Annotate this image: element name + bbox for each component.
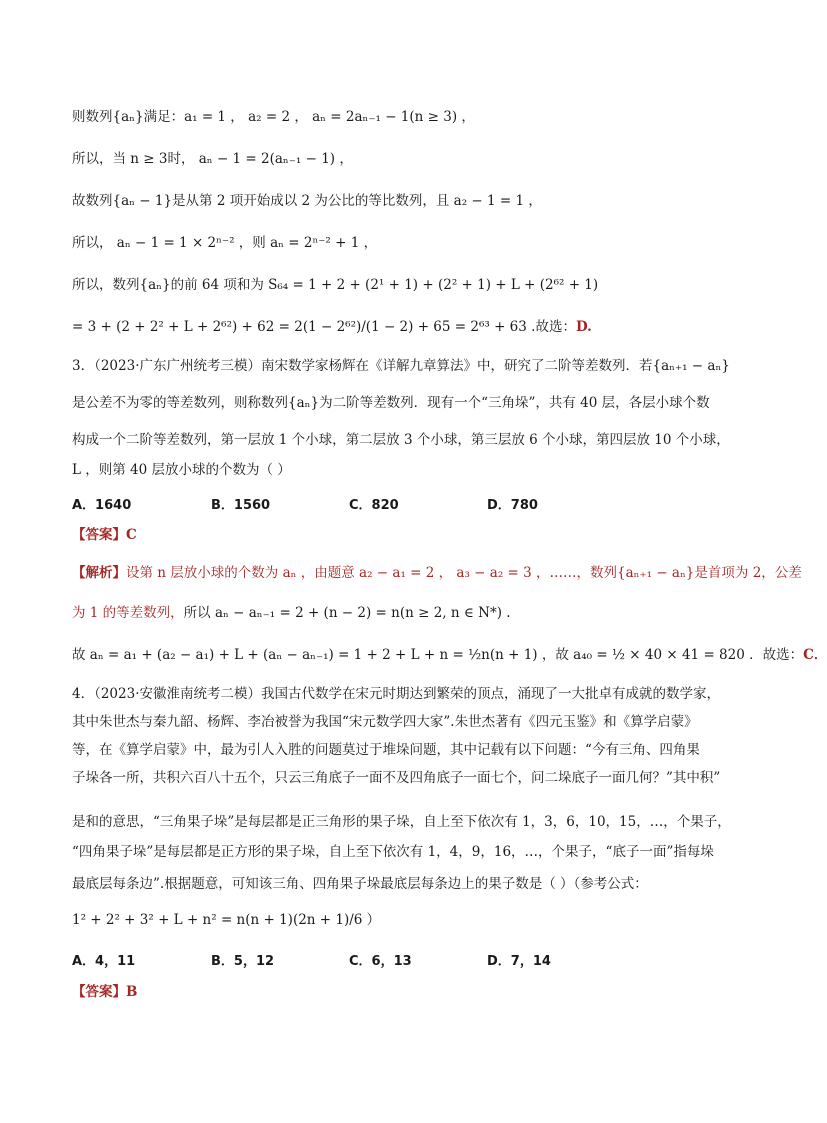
q3-analysis-text-1: 设第 n 层放小球的个数为 aₙ ，由题意 a₂ − a₁ = 2 ， a₃ − a₂ = 3 ，……，数列{aₙ₊₁ − aₙ}是首项为 2，公差 bbox=[126, 565, 802, 581]
q3-analysis-choice: C． bbox=[803, 647, 827, 663]
q3-analysis-text-3: 故 aₙ = a₁ + (a₂ − a₁) + L + (aₙ − aₙ₋₁) = 1 + 2 + L + n = ½n(n + 1) ，故 a₄₀ = ½ × 40 × 41 = 820 ．故选： bbox=[72, 647, 804, 663]
q4-stem-line-4: 子垛各一所，共积六百八十五个，只云三角底子一面不及四角底子一面七个，问二垛底子一面几何？”其中积” bbox=[72, 770, 721, 786]
q4-answer-value: B bbox=[126, 984, 138, 1000]
solution-line-4: 所以， aₙ − 1 = 1 × 2ⁿ⁻² ，则 aₙ = 2ⁿ⁻² + 1 ， bbox=[72, 235, 378, 251]
q3-stem-line-4: L ，则第 40 层放小球的个数为（ ） bbox=[72, 462, 291, 478]
q3-analysis-text-2: 所以 aₙ − aₙ₋₁ = 2 + (n − 2) = n(n ≥ 2, n ∈ N*) . bbox=[183, 605, 511, 621]
q3-answer-value: C bbox=[126, 527, 137, 543]
q3-answer-label: 【答案】 bbox=[72, 527, 126, 543]
solution-choice: D. bbox=[575, 319, 592, 335]
q4-stem-line-3: 等，在《算学启蒙》中，最为引人入胜的问题莫过于堆垛问题，其中记载有以下问题：“今有三角、四角果 bbox=[72, 742, 700, 758]
q4-answer bbox=[72, 982, 728, 1002]
q3-option-c: C．820 bbox=[349, 498, 399, 513]
q4-stem-line-2: 其中朱世杰与秦九韶、杨辉、李冶被誉为我国“宋元数学四大家”.朱世杰著有《四元玉鉴》和《算学启蒙》 bbox=[72, 714, 698, 730]
q3-stem-line-2: 是公差不为零的等差数列，则称数列{aₙ}为二阶等差数列．现有一个“三角垛”，共有 40 层，各层小球个数 bbox=[72, 395, 710, 411]
q4-stem-line-6: “四角果子垛”是每层都是正方形的果子垛，自上至下依次有 1，4，9，16，…，个果子，“底子一面”指每垛 bbox=[72, 844, 714, 860]
q3-answer bbox=[72, 525, 728, 545]
q4-stem-line-5: 是和的意思，“三角果子垛”是每层都是正三角形的果子垛，自上至下依次有 1，3，6，10，15，…，个果子， bbox=[72, 814, 731, 830]
q4-option-a: A．4，11 bbox=[72, 954, 136, 969]
q3-analysis-line-2 bbox=[72, 603, 728, 623]
q3-analysis-line-1 bbox=[72, 563, 802, 583]
solution-line-1: 则数列{aₙ}满足：a₁ = 1 ， a₂ = 2 ， aₙ = 2aₙ₋₁ − 1(n ≥ 3) ， bbox=[72, 109, 475, 125]
q3-analysis-label: 【解析】 bbox=[72, 565, 126, 581]
q4-answer-label: 【答案】 bbox=[72, 984, 126, 1000]
q4-stem-line-7: 最底层每条边”.根据题意，可知该三角、四角果子垛最底层每条边上的果子数是（ ）（参考公式： bbox=[72, 876, 648, 892]
q4-option-b: B．5，12 bbox=[211, 954, 275, 969]
q4-stem-line-1: 4．（2023·安徽淮南统考二模）我国古代数学在宋元时期达到繁荣的顶点，涌现了一大批卓有成就的数学家， bbox=[72, 686, 720, 702]
q4-option-d: D．7，14 bbox=[487, 954, 551, 969]
solution-line-6-text: = 3 + (2 + 2² + L + 2⁶²) + 62 = 2(1 − 2⁶²)/(1 − 2) + 65 = 2⁶³ + 63 .故选： bbox=[72, 319, 576, 335]
solution-line-6 bbox=[72, 317, 728, 337]
q3-stem-line-3: 构成一个二阶等差数列，第一层放 1 个小球，第二层放 3 个小球，第三层放 6 个小球，第四层放 10 个小球， bbox=[72, 432, 730, 448]
q4-option-c: C．6，13 bbox=[349, 954, 412, 969]
q4-formula: 1² + 2² + 3² + L + n² = n(n + 1)(2n + 1)/6 ） bbox=[72, 912, 381, 928]
solution-line-2: 所以，当 n ≥ 3时， aₙ − 1 = 2(aₙ₋₁ − 1) ， bbox=[72, 151, 353, 167]
q3-option-b: B．1560 bbox=[211, 498, 271, 513]
q3-option-d: D．780 bbox=[487, 498, 538, 513]
solution-line-5: 所以，数列{aₙ}的前 64 项和为 S₆₄ = 1 + 2 + (2¹ + 1) + (2² + 1) + L + (2⁶² + 1) bbox=[72, 277, 599, 293]
q3-analysis-text-2-red: 为 1 的等差数列， bbox=[72, 605, 184, 621]
q3-stem-line-1: 3．（2023·广东广州统考三模）南宋数学家杨辉在《详解九章算法》中，研究了二阶等差数列．若{aₙ₊₁ − aₙ} bbox=[72, 358, 730, 374]
q3-option-a: A．1640 bbox=[72, 498, 132, 513]
solution-line-3: 故数列{aₙ − 1}是从第 2 项开始成以 2 为公比的等比数列，且 a₂ − 1 = 1 ， bbox=[72, 193, 542, 209]
q3-analysis-line-3 bbox=[72, 645, 827, 665]
